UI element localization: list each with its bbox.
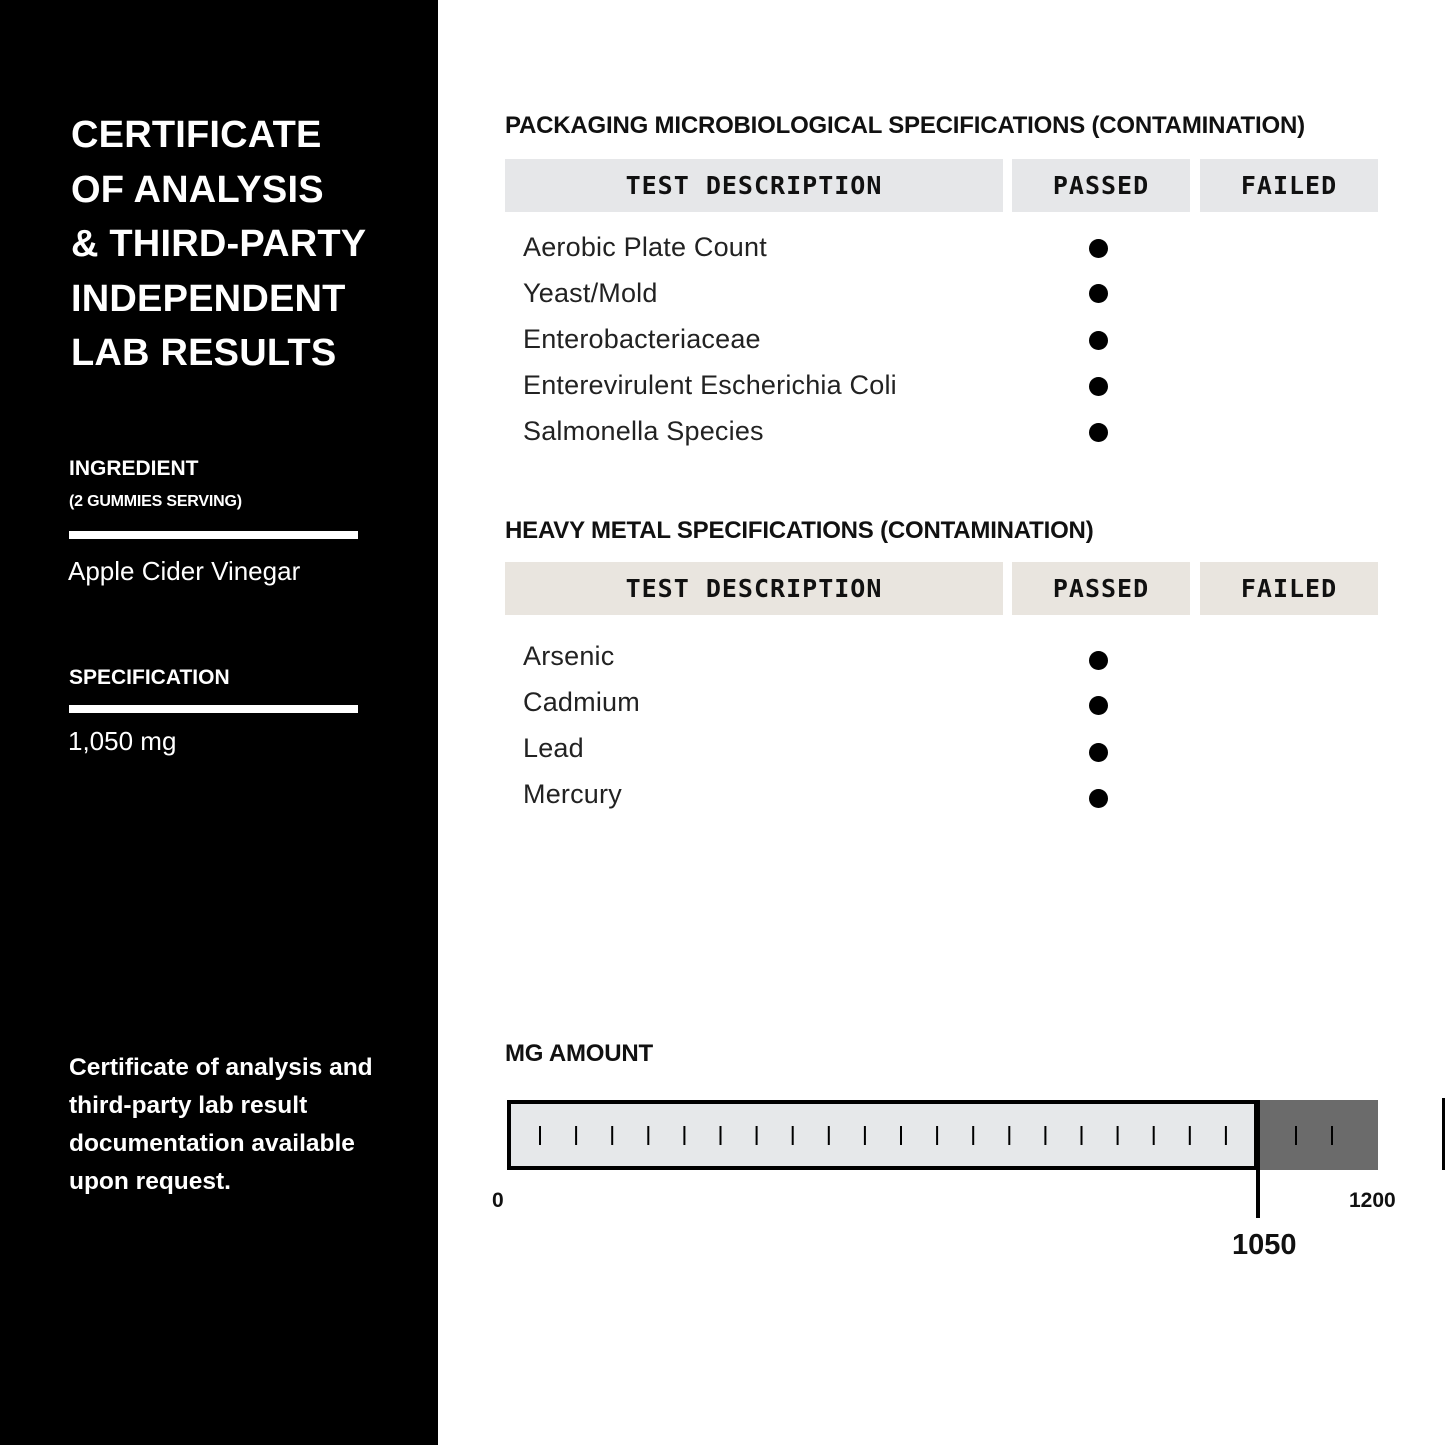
- sidebar-panel: [0, 0, 438, 1445]
- ingredient-sublabel: (2 GUMMIES SERVING): [69, 493, 242, 510]
- metal-row-label: Lead: [523, 733, 584, 763]
- passed-dot-icon: [1089, 377, 1108, 396]
- metal-row-label: Cadmium: [523, 687, 640, 717]
- metal-section-title: HEAVY METAL SPECIFICATIONS (CONTAMINATION): [505, 517, 1094, 544]
- micro-row-label: Salmonella Species: [523, 416, 764, 446]
- title-line: & THIRD-PARTY: [71, 223, 367, 265]
- micro-row-label: Yeast/Mold: [523, 278, 658, 308]
- passed-dot-icon: [1089, 284, 1108, 303]
- specification-divider: [69, 705, 358, 713]
- mg-amount-value-marker: [1256, 1100, 1260, 1218]
- passed-dot-icon: [1089, 651, 1108, 670]
- micro-row-label: Enterevirulent Escherichia Coli: [523, 370, 897, 400]
- page-title: [71, 108, 411, 381]
- micro-row-label: Aerobic Plate Count: [523, 232, 767, 262]
- specification-label: SPECIFICATION: [69, 666, 230, 689]
- passed-dot-icon: [1089, 743, 1108, 762]
- ingredient-label: INGREDIENT: [69, 457, 199, 480]
- title-line: LAB RESULTS: [71, 332, 337, 374]
- mg-axis-min-label: 0: [492, 1189, 504, 1212]
- specification-value: 1,050 mg: [68, 726, 177, 756]
- metal-row-label: Mercury: [523, 779, 622, 809]
- title-line: INDEPENDENT: [71, 277, 346, 320]
- mg-amount-value-label: 1050: [1232, 1229, 1297, 1261]
- metal-header-passed: PASSED: [1012, 562, 1190, 615]
- passed-dot-icon: [1089, 239, 1108, 258]
- micro-header-passed: PASSED: [1012, 159, 1190, 212]
- ingredient-value: Apple Cider Vinegar: [68, 556, 301, 586]
- micro-header-failed: FAILED: [1200, 159, 1378, 212]
- title-line: OF ANALYSIS: [71, 168, 324, 211]
- passed-dot-icon: [1089, 789, 1108, 808]
- ingredient-divider: [69, 531, 358, 539]
- passed-dot-icon: [1089, 331, 1108, 350]
- metal-header-failed: FAILED: [1200, 562, 1378, 615]
- micro-header-description: TEST DESCRIPTION: [505, 159, 1003, 212]
- passed-dot-icon: [1089, 423, 1108, 442]
- micro-row-label: Enterobacteriaceae: [523, 324, 761, 354]
- mg-axis-max-label: 1200: [1349, 1189, 1396, 1212]
- mg-amount-bar-fill: [507, 1100, 1258, 1170]
- title-line: CERTIFICATE: [71, 114, 322, 156]
- metal-row-label: Arsenic: [523, 641, 615, 671]
- micro-section-title: PACKAGING MICROBIOLOGICAL SPECIFICATIONS (CONTAMINATION): [505, 112, 1305, 139]
- mg-amount-title: MG AMOUNT: [505, 1040, 653, 1067]
- mg-amount-bar-remainder: [1258, 1100, 1378, 1170]
- availability-note: Certificate of analysis and third-party lab result documentation available upon request.: [69, 1054, 373, 1195]
- metal-header-description: TEST DESCRIPTION: [505, 562, 1003, 615]
- passed-dot-icon: [1089, 696, 1108, 715]
